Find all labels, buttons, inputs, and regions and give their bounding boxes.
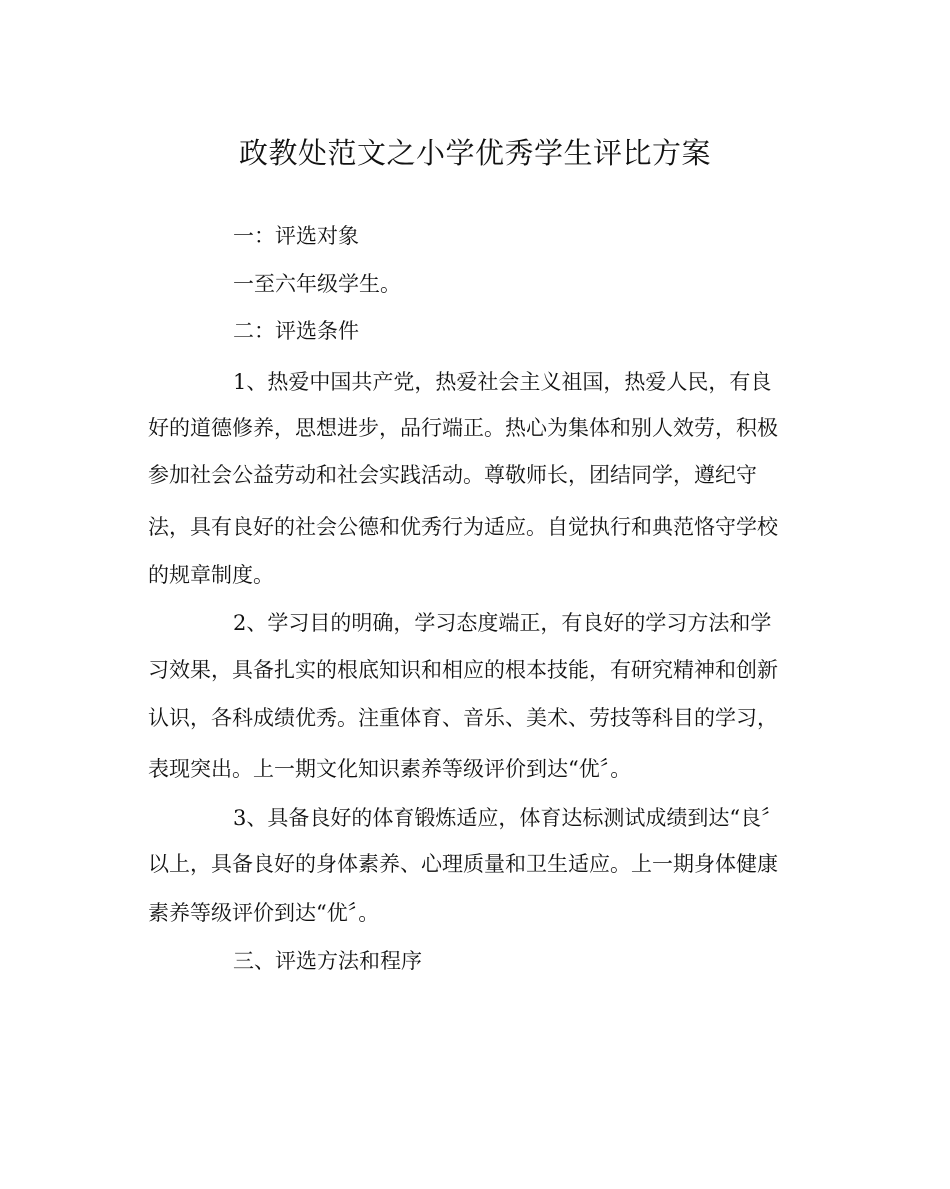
section-text-1: 一至六年级学生。 <box>233 272 401 296</box>
paragraph-line: 的规章制度。 <box>148 563 274 587</box>
paragraph-line: 2、学习目的明确，学习态度端正，有良好的学习方法和学 <box>233 611 772 635</box>
document-title: 政教处范文之小学优秀学生评比方案 <box>238 136 711 170</box>
paragraph-line: 参加社会公益劳动和社会实践活动。尊敬师长，团结同学，遵纪守 <box>148 463 757 487</box>
section-heading-2: 二：评选条件 <box>233 319 359 343</box>
paragraph-line: 表现突出。上一期文化知识素养等级评价到达“优〞。 <box>148 757 632 781</box>
paragraph-line: 习效果，具备扎实的根底知识和相应的根本技能，有研究精神和创新 <box>148 658 778 682</box>
paragraph-line: 好的道德修养，思想进步，品行端正。热心为集体和别人效劳，积极 <box>148 416 778 440</box>
paragraph-line: 3、具备良好的体育锻炼适应，体育达标测试成绩到达“良〞 <box>233 806 783 830</box>
paragraph-line: 素养等级评价到达“优〞。 <box>148 901 380 925</box>
section-heading-1: 一：评选对象 <box>233 224 359 248</box>
section-heading-3: 三、评选方法和程序 <box>233 949 422 973</box>
paragraph-line: 1、热爱中国共产党，热爱社会主义祖国，热爱人民，有良 <box>233 370 772 394</box>
paragraph-line: 法，具有良好的社会公德和优秀行为适应。自觉执行和典范恪守学校 <box>148 515 778 539</box>
paragraph-line: 认识，各科成绩优秀。注重体育、音乐、美术、劳技等科目的学习， <box>148 706 778 730</box>
paragraph-line: 以上，具备良好的身体素养、心理质量和卫生适应。上一期身体健康 <box>148 852 778 876</box>
